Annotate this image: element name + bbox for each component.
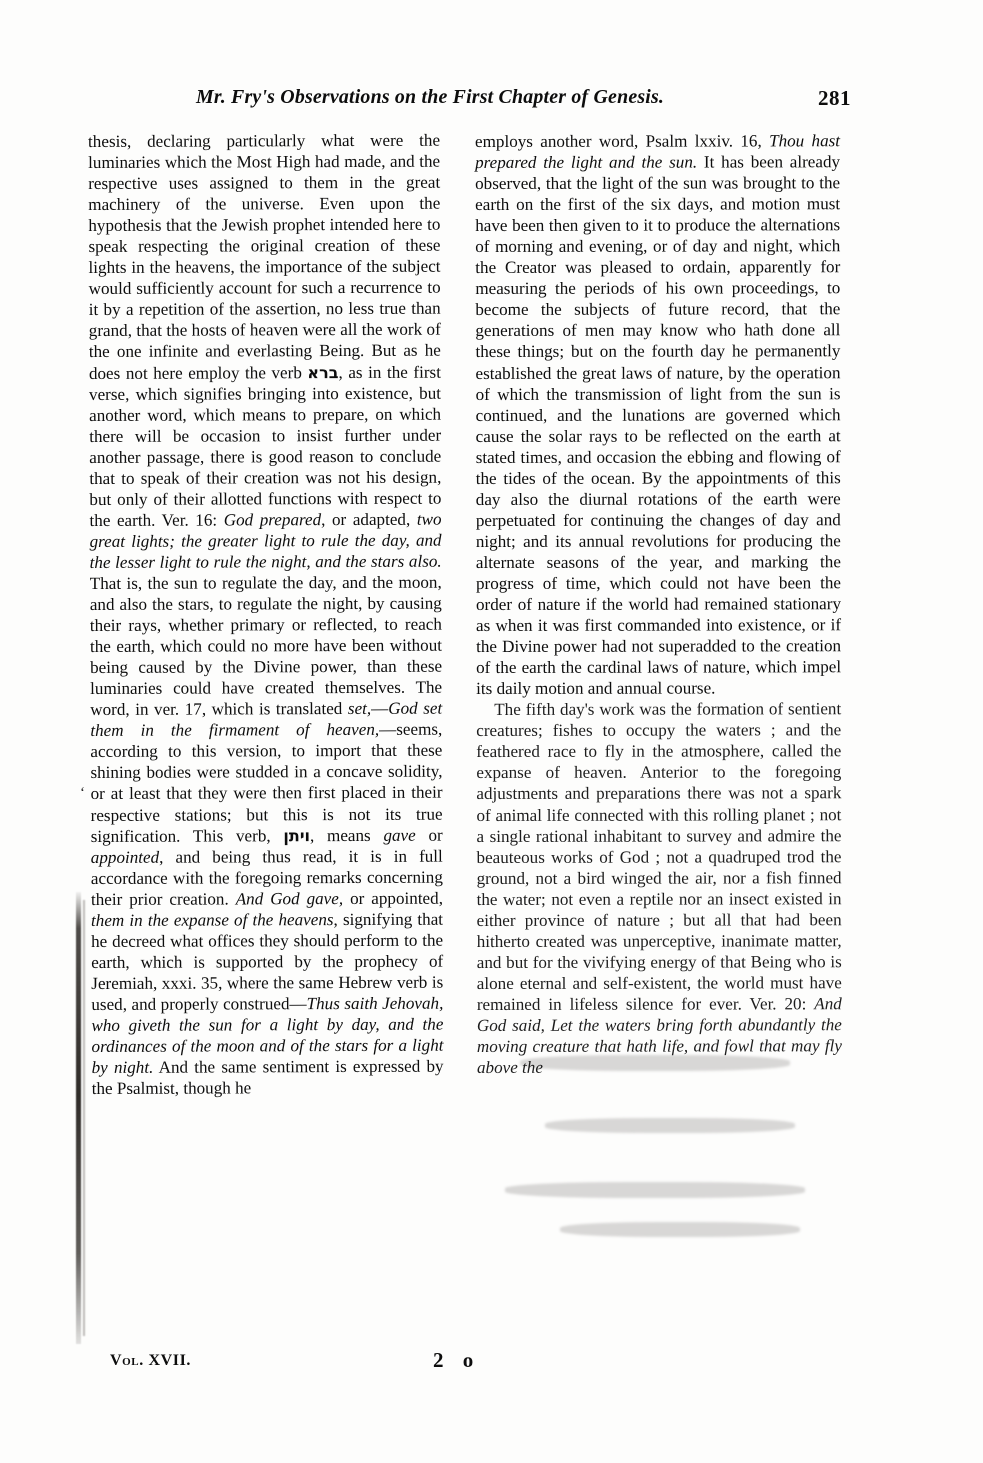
- paragraph-fifth-day: [476, 698, 842, 1078]
- scripture-quote: two great lights; the greater light to rule the day, and the lesser light to rule the night, and the stars also.: [89, 509, 442, 572]
- body-text: employs another word, Psalm lxxiv. 16,: [475, 131, 770, 151]
- paragraph-right-continued: [475, 130, 841, 699]
- body-text: That is, the sun to regulate the day, and the moon, and also the stars, to regulate the night, by causing their rays, whether primary or reflected, to reach the earth, which could no more have been without being caused by the Divine power, than these luminaries could have created themselves. The word, in ver. 17, which is translated: [89, 572, 443, 720]
- ink-bleed-artifact: [560, 1222, 800, 1237]
- volume-label: Vol. XVII.: [110, 1352, 192, 1369]
- scripture-quote: God set them in the firmament of heaven,: [90, 698, 443, 741]
- body-text: , or adapted,: [321, 509, 417, 529]
- text-column-left: [88, 130, 444, 1100]
- hebrew-word-vayiten: ויתן: [283, 825, 311, 845]
- body-text: , and being thus read, it is in full accordance with the foregoing remarks concerning their prior creation.: [90, 846, 443, 909]
- body-text: The fifth day's work was the formation of sentient creatures; fishes to occupy the waters ; and the feathered race to fly in the atmosphere, called the expanse of heaven. Anterior to the foregoing adjustments and preparations there was not a spark of animal life connected with this rolling planet ; not a single rational inhabitant to survey and admire the beauteous works of God ; not a quadruped trod the ground, not a bird winged the air, nor a fish finned the water; not even a reptile nor an insect existed in either province of nature ; but all that had been hitherto created was unperceptive, inanimate matter, and but for the vivifying energy of that Being who is alone eternal and self-existent, the world must have remained in lifeless silence for ever. Ver. 20:: [476, 699, 842, 1014]
- hebrew-word-bara: ברא: [307, 362, 339, 382]
- body-text: , means: [309, 825, 384, 845]
- margin-stray-mark: ‘: [80, 785, 85, 801]
- signature-mark: 2 o: [433, 1348, 481, 1372]
- body-text: And the same sentiment is expressed by the Psalmist, though he: [91, 1056, 444, 1099]
- ink-bleed-artifact: [545, 1118, 795, 1133]
- running-head: [0, 86, 983, 116]
- body-text: , as in the first verse, which signifies bringing into existence, but another word, which means to prepare, on which there will be occasion to insist further under another passage, there is good reason to conclude that to speak of their creation was not his design, but only of their allotted functions with respect to the earth. Ver. 16:: [88, 362, 442, 530]
- scripture-quote: God prepared: [223, 509, 322, 530]
- running-head-title: Mr. Fry's Observations on the First Chapter of Genesis.: [196, 86, 665, 108]
- scripture-quote: And God gave,: [235, 888, 344, 909]
- body-text: —: [371, 699, 389, 719]
- body-text: It has been already observed, that the light of the sun was brought to the earth on the first of the six days, and motion must have been then given to it to produce the alternations of morning and evening, or of day and night, which the Creator was pleased to ordain, apparently for measuring the periods of his own proceedings, to become the subjects of future record, that the generations of men may know who hath done all these things; but on the fourth day he permanently established the great laws of nature, by the operation of which the transmission of light from the sun is continued, and the lunations are governed which cause the solar rays to be reflected on the earth at stated times, and occasion the ebbing and flowing of the tides of the ocean. By the appointments of this day also the diurnal rotations of the earth were perpetuated for continuing the changes of day and night; and its annual revolutions for producing the alternate seasons of the year, and marking the progress of time, which could not have been the order of nature if the world had remained stationary as when it was first commanded into existence, or if the Divine power had not superadded to the creation of the earth the cardinal laws of nature, which impel its daily motion and annual course.: [475, 152, 842, 699]
- body-text: —seems, according to this version, to import that these shining bodies were studded in a concave solidity, or at least that they were then first placed in their respective stations; but this is not its true signification. This verb,: [90, 719, 443, 846]
- body-text: , signifying that he decreed what offices they should perform to the earth, which is supported by the prophecy of Jeremiah, xxxi. 35, where the same Hebrew verb is used, and properly construed—: [91, 909, 444, 1014]
- page-number: 281: [818, 86, 851, 110]
- scripture-quote: them in the expanse of the heavens: [90, 909, 334, 930]
- paragraph-left-continued: [88, 130, 444, 1100]
- body-text: or: [415, 825, 443, 845]
- emphasis-gloss: gave: [383, 825, 416, 845]
- text-column-right: [475, 130, 842, 1078]
- page-footer: [88, 1348, 848, 1380]
- scan-edge-artifact-secondary: [83, 900, 85, 1336]
- body-text: or appointed,: [343, 888, 443, 908]
- ink-bleed-artifact: [505, 1182, 805, 1198]
- scripture-quote: And God said, Let the waters bring forth abundantly the moving creature that hath life, and fowl that may fly above the: [476, 994, 842, 1078]
- scripture-quote: set,: [347, 699, 372, 719]
- scan-edge-artifact: [76, 892, 81, 1344]
- body-text: thesis, declaring particularly what were the luminaries which the Most High had made, and the respective uses assigned to them in the great machinery of the universe. Even upon the hypothesis that the Jewish prophet intended here to speak respecting the original creation of these lights in the heavens, the importance of the subject would sufficiently account for such a recurrence to it by a repetition of the assertion, no less true than grand, that the hosts of heaven were all the work of the one infinite and everlasting Being. But as he does not here employ the verb: [88, 130, 441, 383]
- scripture-quote: Thou hast prepared the light and the sun.: [475, 131, 841, 173]
- scripture-quote: Thus saith Jehovah, who giveth the sun for a light by day, and the ordinances of the moon and of the stars for a light by night.: [91, 993, 444, 1078]
- emphasis-gloss: appointed: [90, 847, 160, 867]
